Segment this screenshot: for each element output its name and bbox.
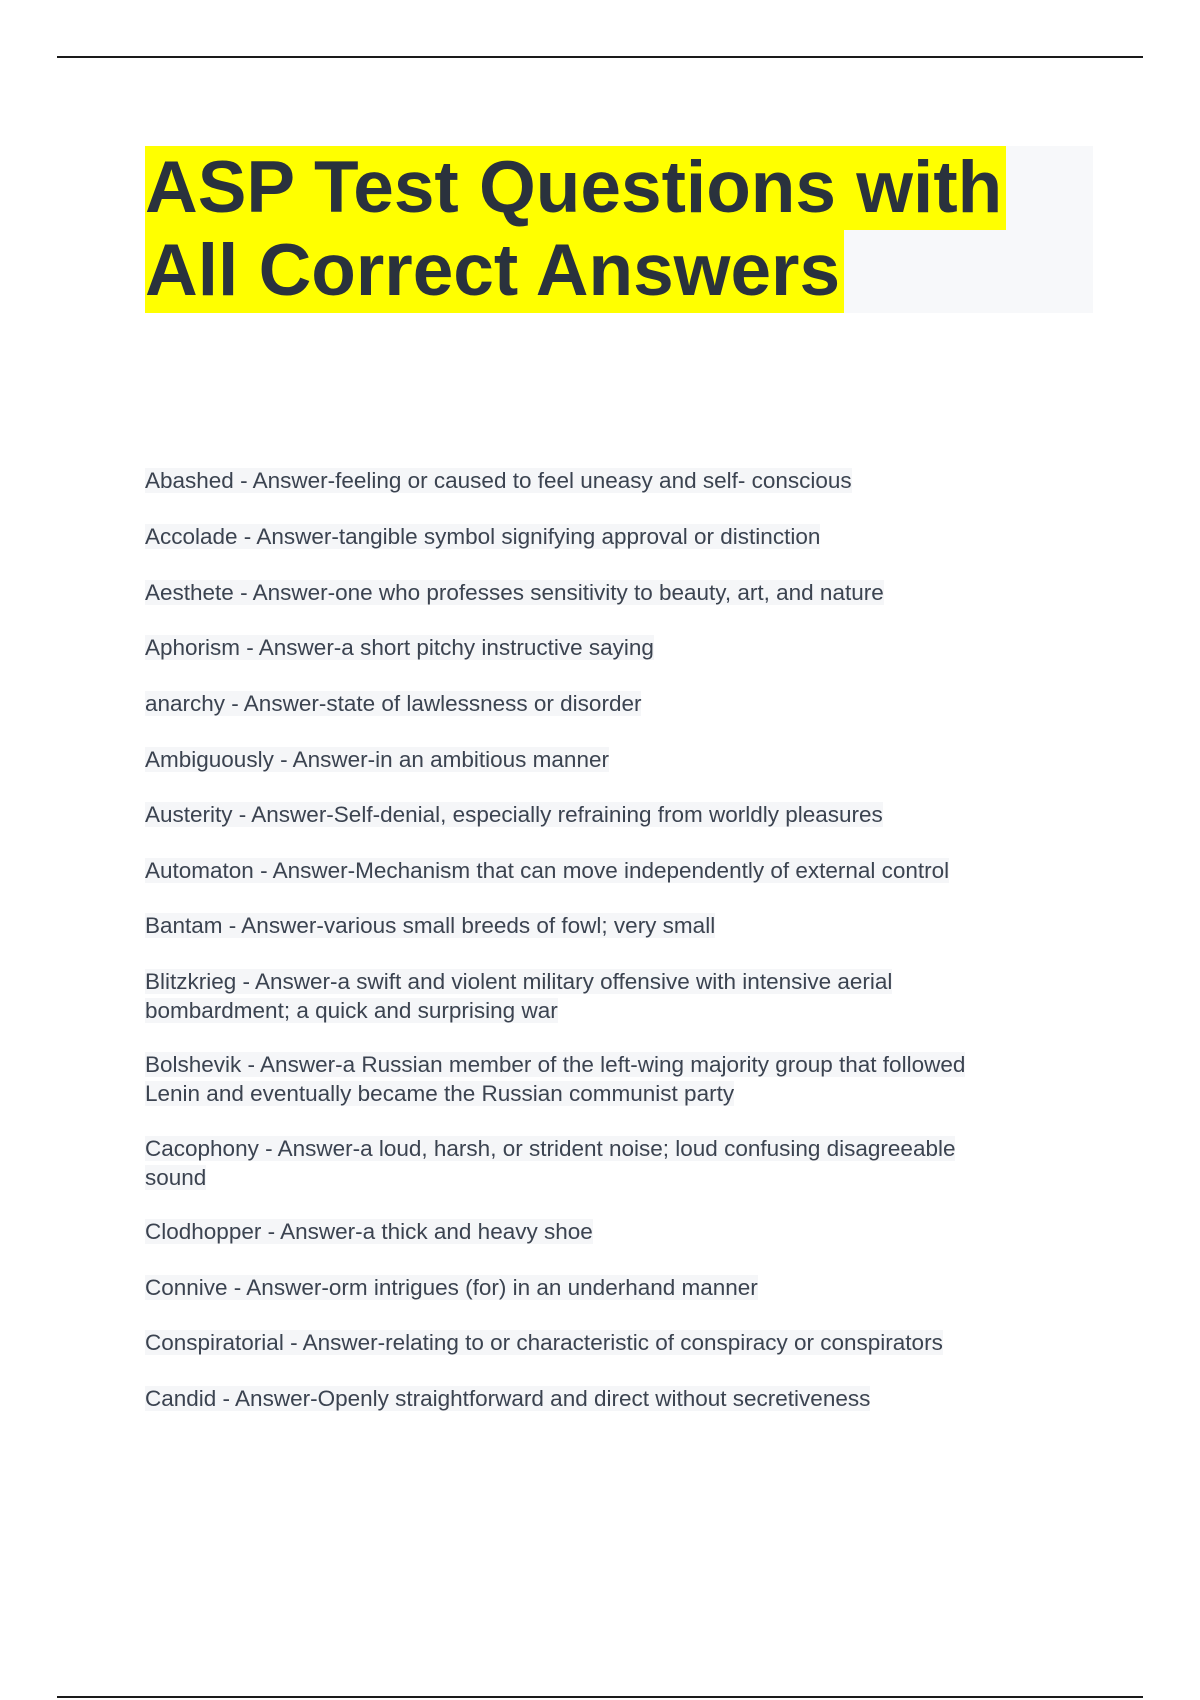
entry-line: Clodhopper - Answer-a thick and heavy shoe (145, 1219, 593, 1244)
entry-line: Blitzkrieg - Answer-a swift and violent military offensive with intensive aerial (145, 969, 893, 994)
list-item (145, 578, 884, 607)
list-item (145, 466, 852, 495)
entry-line: Ambiguously - Answer-in an ambitious manner (145, 747, 609, 772)
list-item (145, 911, 715, 940)
list-item (145, 1134, 955, 1192)
entry-line: Lenin and eventually became the Russian communist party (145, 1081, 735, 1106)
entry-line: Automaton - Answer-Mechanism that can move independently of external control (145, 858, 950, 883)
entry-line: sound (145, 1165, 207, 1190)
title-block (145, 146, 1093, 313)
entry-line: Bantam - Answer-various small breeds of fowl; very small (145, 913, 716, 938)
bottom-rule (57, 1696, 1143, 1698)
entry-line: anarchy - Answer-state of lawlessness or disorder (145, 691, 642, 716)
entry-line: Aphorism - Answer-a short pitchy instructive saying (145, 635, 654, 660)
list-item (145, 1050, 965, 1108)
list-item (145, 745, 609, 774)
page-title-line-1: ASP Test Questions with (145, 146, 1006, 230)
list-item (145, 856, 949, 885)
list-item (145, 1328, 943, 1357)
entry-line: Bolshevik - Answer-a Russian member of the left-wing majority group that followed (145, 1052, 966, 1077)
entry-line: Connive - Answer-orm intrigues (for) in an underhand manner (145, 1275, 758, 1300)
entry-line: Aesthete - Answer-one who professes sensitivity to beauty, art, and nature (145, 580, 884, 605)
page-title-line-2: All Correct Answers (145, 229, 844, 313)
entry-line: Austerity - Answer-Self-denial, especially refraining from worldly pleasures (145, 802, 883, 827)
list-item (145, 967, 892, 1025)
list-item (145, 1384, 870, 1413)
top-rule (57, 56, 1143, 58)
list-item (145, 689, 641, 718)
list-item (145, 1273, 758, 1302)
list-item (145, 522, 820, 551)
entry-line: Cacophony - Answer-a loud, harsh, or strident noise; loud confusing disagreeable (145, 1136, 956, 1161)
entry-line: bombardment; a quick and surprising war (145, 998, 558, 1023)
list-item (145, 1217, 593, 1246)
entry-line: Candid - Answer-Openly straightforward and direct without secretiveness (145, 1386, 871, 1411)
list-item (145, 800, 883, 829)
entry-line: Conspiratorial - Answer-relating to or characteristic of conspiracy or conspirators (145, 1330, 943, 1355)
entry-line: Abashed - Answer-feeling or caused to feel uneasy and self- conscious (145, 468, 852, 493)
entry-line: Accolade - Answer-tangible symbol signifying approval or distinction (145, 524, 821, 549)
list-item (145, 633, 654, 662)
